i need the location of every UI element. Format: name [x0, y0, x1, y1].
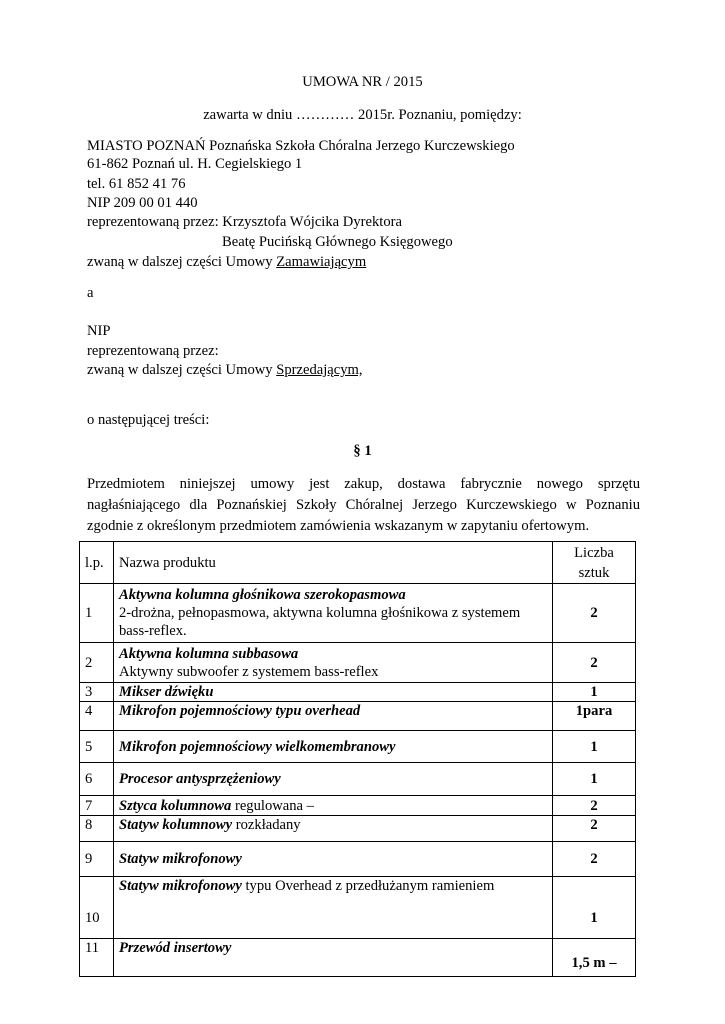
row-qty: 1,5 m – — [553, 939, 636, 977]
party1-representative: reprezentowaną przez: Krzysztofa Wójcika Dyrektora — [87, 214, 402, 230]
row-name-rest: rozkładany — [232, 817, 301, 833]
party1-representative-2: Beatę Pucińską Głównego Księgowego — [222, 234, 453, 250]
party2-representative: reprezentowaną przez: — [87, 343, 219, 359]
row-lp: 5 — [80, 731, 114, 763]
party2-role: Sprzedającym, — [276, 362, 363, 378]
row-name-rest: regulowana – — [231, 797, 314, 814]
row-name-rest: typu Overhead z przedłużanym ramieniem — [241, 878, 495, 894]
table-row — [80, 643, 636, 683]
paragraph-line: nagłaśniającego dla Poznańskiej Szkoły Chóralnej Jerzego Kurczewskiego w Poznaniu — [87, 497, 640, 513]
row-name-bold: Mikser dźwięku — [119, 684, 214, 700]
row-qty: 1para — [553, 702, 636, 731]
row-name — [114, 731, 553, 763]
row-name — [114, 842, 553, 877]
products-table — [79, 541, 636, 977]
row-lp: 8 — [80, 816, 114, 842]
row-name — [114, 796, 553, 816]
row-name — [114, 763, 553, 796]
party2-role-line — [87, 361, 363, 379]
row-lp: 3 — [80, 683, 114, 702]
header-lp: l.p. — [80, 542, 114, 584]
table-row — [80, 702, 636, 731]
header-name: Nazwa produktu — [114, 542, 553, 584]
row-name-bold: Statyw mikrofonowy — [119, 878, 242, 894]
party1-role-prefix: zwaną w dalszej części Umowy — [87, 254, 277, 270]
row-lp: 7 — [80, 796, 114, 816]
row-lp: 10 — [80, 877, 114, 939]
table-row — [80, 796, 636, 816]
row-qty: 2 — [553, 842, 636, 877]
row-lp: 11 — [80, 939, 114, 977]
section-paragraph — [87, 474, 640, 537]
row-name — [114, 584, 553, 643]
row-name — [114, 643, 553, 683]
row-name-bold: Statyw mikrofonowy — [119, 851, 242, 867]
row-name-bold: Sztyca kolumnowa — [119, 797, 232, 814]
row-name — [114, 877, 553, 939]
row-name-bold: Przewód insertowy — [119, 940, 232, 956]
table-row — [80, 731, 636, 763]
row-lp: 2 — [80, 643, 114, 683]
row-name-bold: Aktywna kolumna subbasowa — [119, 645, 299, 662]
row-lp: 4 — [80, 702, 114, 731]
party1-address: 61-862 Poznań ul. H. Cegielskiego 1 — [87, 156, 303, 172]
table-header-row — [80, 542, 636, 584]
table-row — [80, 816, 636, 842]
header-qty-line1: Liczba — [574, 544, 614, 561]
row-qty: 2 — [553, 584, 636, 643]
row-lp: 9 — [80, 842, 114, 877]
party1-role: Zamawiającym — [276, 254, 367, 270]
row-qty: 1 — [553, 877, 636, 939]
party2-role-prefix: zwaną w dalszej części Umowy — [87, 362, 277, 378]
row-qty: 2 — [553, 796, 636, 816]
row-name-rest: Aktywny subwoofer z systemem bass-reflex — [119, 663, 379, 680]
intro-text: o następującej treści: — [87, 412, 210, 428]
table-row — [80, 842, 636, 877]
row-qty: 1 — [553, 731, 636, 763]
table-row — [80, 683, 636, 702]
row-name-bold: Aktywna kolumna głośnikowa szerokopasmowa — [119, 587, 406, 603]
row-qty: 2 — [553, 816, 636, 842]
party1-role-line — [87, 253, 366, 271]
conjunction: a — [87, 285, 94, 301]
party1-nip: NIP 209 00 01 440 — [87, 195, 198, 211]
row-name — [114, 702, 553, 731]
row-name — [114, 816, 553, 842]
party1-tel: tel. 61 852 41 76 — [87, 176, 186, 192]
row-qty: 2 — [553, 643, 636, 683]
row-lp: 1 — [80, 584, 114, 643]
row-name-bold: Statyw kolumnowy — [119, 817, 233, 833]
paragraph-line: Przedmiotem niniejszej umowy jest zakup, dostawa fabrycznie nowego sprzętu — [87, 476, 640, 492]
row-qty: 1 — [553, 683, 636, 702]
header-qty-line2: sztuk — [578, 564, 610, 581]
contract-title: UMOWA NR / 2015 — [302, 74, 423, 90]
row-name — [114, 939, 553, 977]
paragraph-line: zgodnie z określonym przedmiotem zamówienia wskazanym w zapytaniu ofertowym. — [87, 518, 590, 534]
party2-nip: NIP — [87, 323, 111, 339]
row-name-bold: Mikrofon pojemnościowy wielkomembranowy — [119, 738, 396, 755]
header-qty — [553, 542, 636, 584]
table-row — [80, 763, 636, 796]
row-qty: 1 — [553, 763, 636, 796]
party1-name: MIASTO POZNAŃ Poznańska Szkoła Chóralna Jerzego Kurczewskiego — [87, 138, 515, 154]
row-name-bold: Mikrofon pojemnościowy typu overhead — [119, 703, 361, 719]
table-row — [80, 584, 636, 643]
contract-subtitle: zawarta w dniu ………… 2015r. Poznaniu, pomiędzy: — [203, 107, 522, 123]
table-row — [80, 939, 636, 977]
row-name — [114, 683, 553, 702]
section-number: § 1 — [353, 443, 372, 459]
table-row — [80, 877, 636, 939]
row-name-rest: 2-drożna, pełnopasmowa, aktywna kolumna głośnikowa z systemem bass-reflex. — [119, 605, 521, 639]
row-lp: 6 — [80, 763, 114, 796]
row-name-bold: Procesor antysprzężeniowy — [119, 771, 281, 787]
